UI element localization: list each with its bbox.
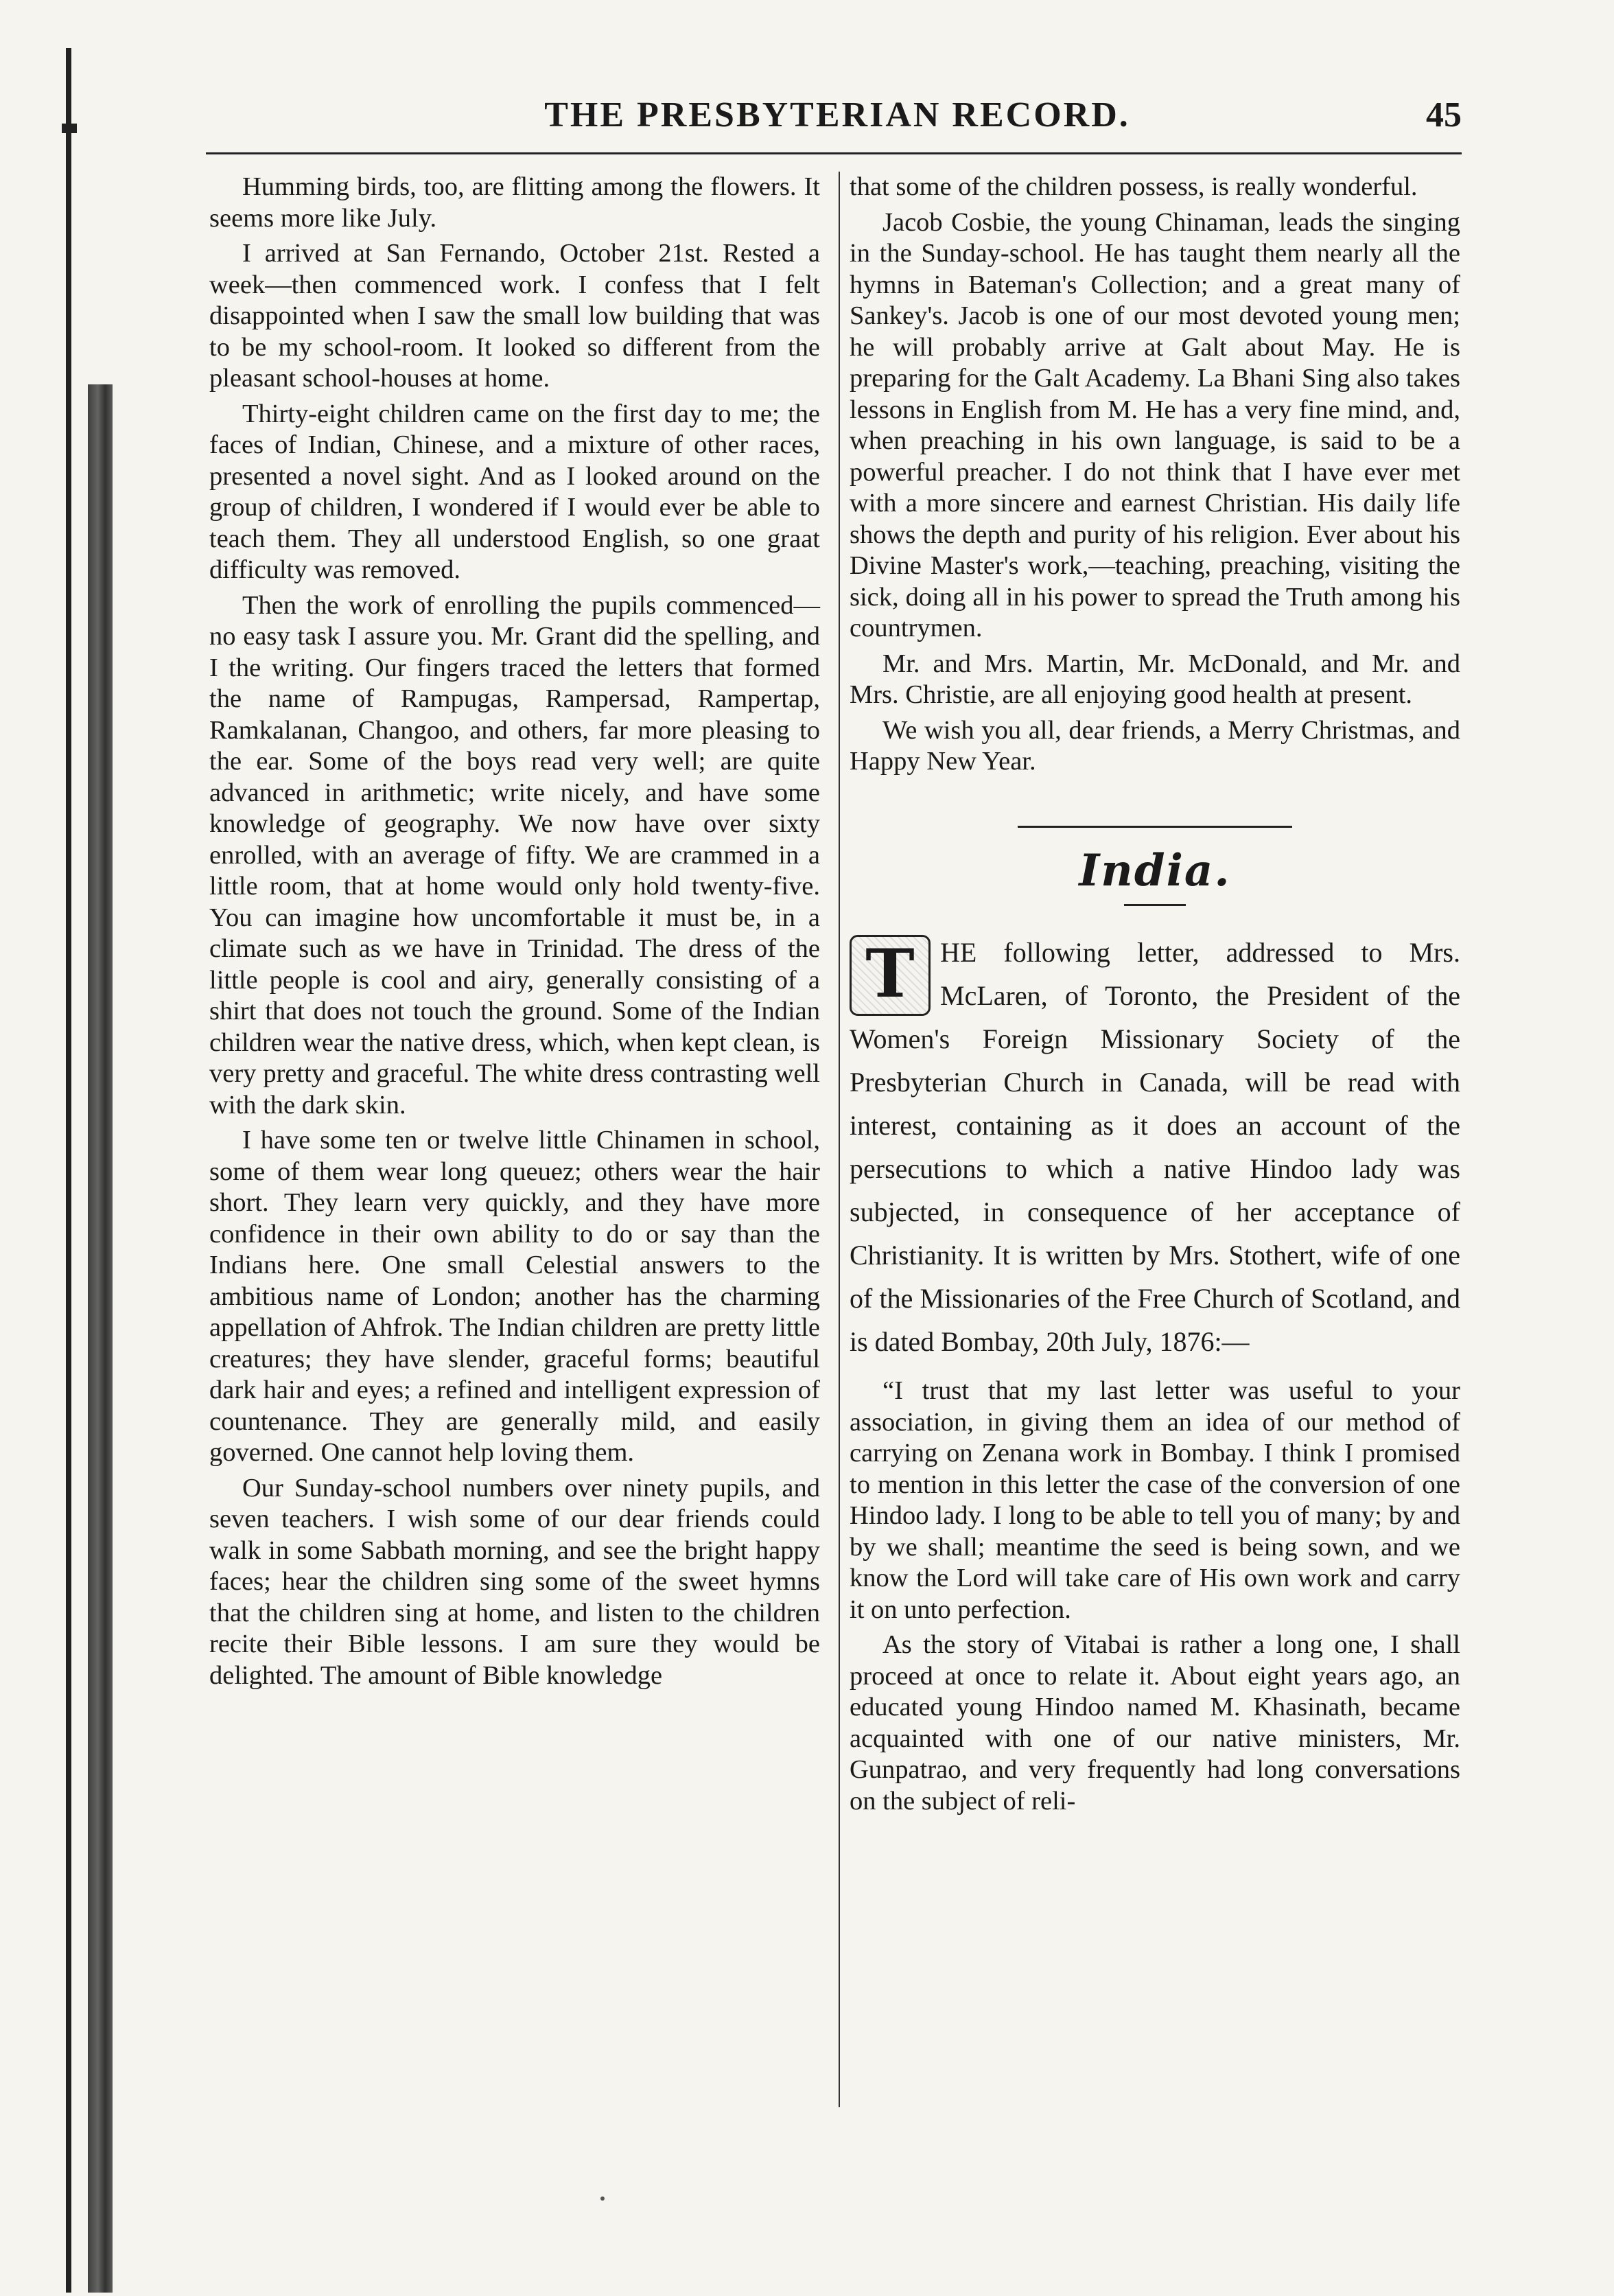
title-underline [1124, 904, 1186, 906]
paragraph: We wish you all, dear friends, a Merry Christmas, and Happy New Year. [850, 715, 1460, 776]
paragraph: Humming birds, too, are flitting among the flowers. It seems more like July. [209, 172, 820, 233]
page-number: 45 [1426, 95, 1462, 135]
page-header [206, 95, 1462, 143]
paragraph: Jacob Cosbie, the young Chinaman, leads the singing in the Sunday-school. He has taught them nearly all the hymns in Bateman's Collection; and a great many of Sankey's. Jacob is one of our most devoted young men; he will probably arrive at Galt about May. He is preparing for the Galt Academy. La Bhani Sing also takes lessons in English from M. He has a very fine mind, and, when preaching in his own language, is said to be a powerful preacher. I do not think that I have ever met with a more sincere and earnest Christian. His daily life shows the depth and purity of his religion. Ever about his Divine Master's work,—teaching, preaching, visiting the sick, doing all in his power to spread the Truth among his countrymen. [850, 207, 1460, 642]
section-separator [1018, 826, 1292, 828]
paragraph: Mr. and Mrs. Martin, Mr. McDonald, and Mr. and Mrs. Christie, are all enjoying good health at present. [850, 649, 1460, 709]
right-column [850, 172, 1460, 1821]
binding-spine [88, 384, 113, 2293]
continued-paragraph: that some of the children possess, is really wonderful. [850, 172, 1418, 201]
paragraph: Thirty-eight children came on the first day to me; the faces of Indian, Chinese, and a mixture of other races, presented a novel sight. And as I looked around on the group of children, I wondered if I would ever be able to teach them. They all understood English, so one graat difficulty was removed. [209, 399, 820, 584]
paragraph: Our Sunday-school numbers over ninety pupils, and seven teachers. I wish some of our dear friends could walk in some Sabbath morning, and see the bright happy faces; hear the children sing some of the sweet hymns that the children sing at home, and listen to the children recite their Bible lessons. I am sure they would be delighted. The amount of Bible knowledge [209, 1473, 820, 1690]
page-edge [66, 48, 71, 2293]
intro-text: HE following letter, addressed to Mrs. McLaren, of Toronto, the President of the Women's Foreign Missionary Society of the Presbyterian Church in Canada, will be read with interest, containing as it does an account of the persecutions to which a native Hindoo lady was subjected, in consequence of her acceptance of Christianity. It is written by Mrs. Stothert, wife of one of the Missionaries of the Free Church of Scotland, and is dated Bombay, 20th July, 1876:— [850, 937, 1460, 1357]
paragraph: I have some ten or twelve little Chinamen in school, some of them wear long queuez; others wear the hair short. They learn very quickly, and they have more confidence in their own ability to do or say than the Indians here. One small Celestial answers to the ambitious name of London; another has the charming appellation of Ahfrok. The Indian children are pretty little creatures; they have slender, graceful forms; beautiful dark hair and eyes; a refined and intelligent expression of countenance. They are generally mild, and easily governed. One cannot help loving them. [209, 1126, 820, 1467]
running-title: THE PRESBYTERIAN RECORD. [544, 95, 1130, 135]
left-column [209, 172, 820, 1695]
ink-speck [600, 2196, 605, 2201]
paragraph: I arrived at San Fernando, October 21st. Rested a week—then commenced work. I confess that I felt disappointed when I saw the small low building that was to be my school-room. It looked so different from the pleasant school-houses at home. [209, 239, 820, 393]
intro-paragraph [850, 931, 1460, 1363]
letter-paragraph: “I trust that my last letter was useful to your association, in giving them an idea of our method of carrying on Zenana work in Bombay. I think I promised to mention in this letter the case of the conversion of one Hindoo lady. I long to be able to tell you of many; by and by we shall; meantime the seed is being sown, and we know the Lord will take care of His own work and carry it on unto perfection. [850, 1376, 1460, 1624]
dropcap: T [850, 935, 931, 1016]
header-rule [206, 152, 1462, 154]
page-edge-mark [62, 124, 77, 133]
column-divider [839, 172, 840, 2107]
paragraph: Then the work of enrolling the pupils commenced—no easy task I assure you. Mr. Grant did the spelling, and I the writing. Our fingers traced the letters that formed the name of Rampugas, Rampersad, Rampertap, Ramkalanan, Changoo, and others, far more pleasing to the ear. Some of the boys read very well; are quite advanced in arithmetic; write nicely, and have some knowledge of geography. We now have over sixty enrolled, with an average of fifty. We are crammed in a little room, that at home would only hold twenty-five. You can imagine how uncomfortable it must be, in a climate such as we have in Trinidad. The dress of the little people is cool and airy, generally consisting of a shirt that does not touch the ground. Some of the Indian children wear the native dress, which, when kept clean, is very pretty and graceful. The white dress contrasting well with the dark skin. [209, 590, 820, 1120]
letter-paragraph: As the story of Vitabai is rather a long one, I shall proceed at once to relate it. About eight years ago, an educated young Hindoo named M. Khasinath, became acquainted with one of our native ministers, Mr. Gunpatrao, and very frequently had long conversations on the subject of reli- [850, 1630, 1460, 1816]
section-title: India. [1079, 844, 1231, 896]
